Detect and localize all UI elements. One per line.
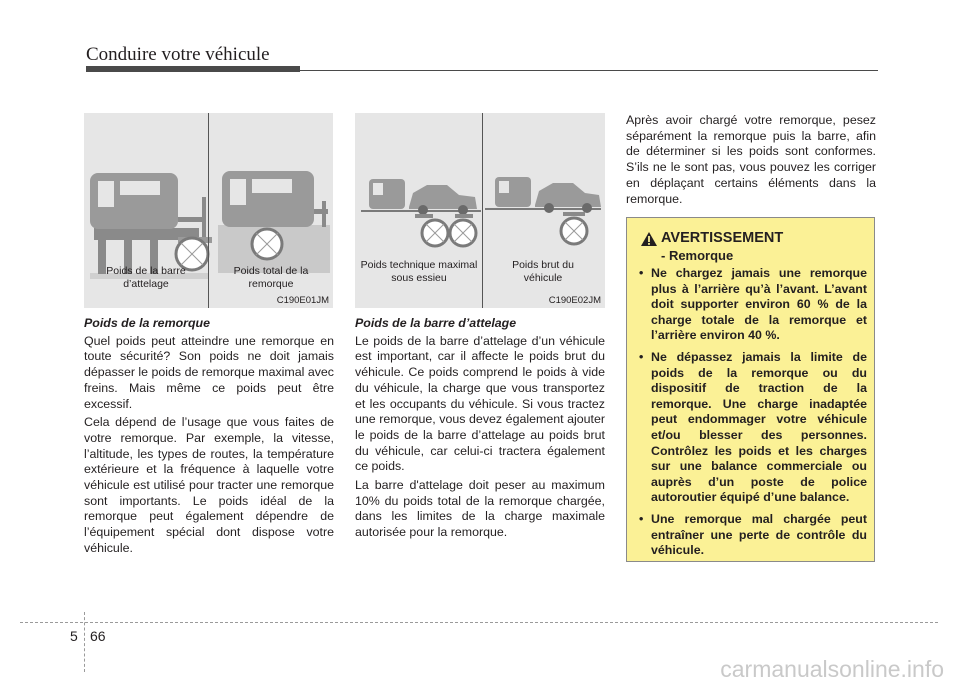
section-heading: Poids de la remorque (84, 316, 211, 330)
caption-total-trailer-weight: Poids total de la remorque (233, 265, 309, 290)
header-rule-thin (300, 70, 878, 71)
caption-max-axle-weight: Poids technique maximal sous essieu (360, 259, 478, 284)
figure-trailer-weight (84, 113, 333, 308)
section-heading: Poids de la barre d’attelage (355, 316, 517, 330)
paragraph: Après avoir chargé votre remorque, pesez séparément la remorque puis la barre, afin de déterminer si les poids sont conformes. S’ils ne le sont pas, vous pouvez les corriger en déplaçant certains éléments dans la remorque. (626, 113, 876, 206)
paragraph: Cela dépend de l’usage que vous faites de votre remorque. Par exemple, la vitesse, l’altitude, les types de routes, la température extérieure et la fréquence à laquelle votre véhicule est utilisé pour tracter une remorque sont importants. Le poids idéal de la remorque peut également dépendre de l’équipement spécial dont dispose votre véhicule. (84, 415, 334, 555)
figure-code: C190E02JM (548, 295, 601, 306)
warning-list (639, 266, 867, 565)
paragraph: Le poids de la barre d’attelage d’un véhicule est important, car il affecte le poids brut du véhicule. Ce poids comprend le poids à vide du véhicule, la charge que vous transportez et les occupants du véhicule. Si vous tractez une remorque, vous devez également ajouter le poids de la barre d’attelage au poids brut du véhicule, car celui-ci tractera également ce poids. (355, 333, 605, 474)
page-number: 66 (90, 628, 106, 644)
figure-code: C190E01JM (276, 295, 329, 306)
warning-triangle-icon (641, 232, 657, 246)
caption-gross-vehicle-weight: Poids brut du véhicule (512, 259, 574, 284)
column-weighing-advice (626, 113, 876, 210)
chapter-title: Conduire votre véhicule (86, 44, 270, 65)
caption-tongue-weight: Poids de la barre d’attelage (106, 265, 186, 290)
warning-item: • Une remorque mal chargée peut entraîner une perte de contrôle du véhicule. (639, 512, 867, 559)
figure-divider (208, 113, 209, 308)
warning-item: • Ne dépassez jamais la limite de poids de la remorque ou du dispositif de traction de la remorque. Une charge inadaptée peut endommager votre véhicule et/ou blesser des personnes. Contrôlez les poids et les charges sur une balance commerciale ou auprès d’un poste de police autoroutier équipé d’une balance. (639, 350, 867, 506)
column-trailer-weight (84, 316, 334, 560)
footer-rule (20, 622, 938, 623)
warning-title: AVERTISSEMENT (661, 230, 784, 246)
paragraph: Quel poids peut atteindre une remorque en toute sécurité? Son poids ne doit jamais dépasser le poids de remorque maximal avec freins. Mais même ce poids peut être excessif. (84, 333, 335, 411)
chapter-number: 5 (70, 628, 78, 644)
paragraph: La barre d'attelage doit peser au maximum 10% du poids total de la remorque chargée, dans les limites de la charge maximale autorisée pour la remorque. (355, 478, 605, 540)
warning-box (626, 217, 875, 562)
watermark: carmanualsonline.info (720, 656, 944, 682)
warning-subtitle: - Remorque (661, 248, 734, 263)
figure-divider (482, 113, 483, 308)
warning-item: • Ne chargez jamais une remorque plus à l’arrière qu’à l’avant. L’avant doit supporter environ 60 % de la charge totale de la remorque et l’arrière environ 40 %. (639, 266, 867, 344)
header-rule-thick (86, 66, 300, 72)
footer-vertical-rule (84, 612, 85, 672)
figure-axle-weight (355, 113, 605, 308)
column-tongue-weight (355, 316, 605, 544)
